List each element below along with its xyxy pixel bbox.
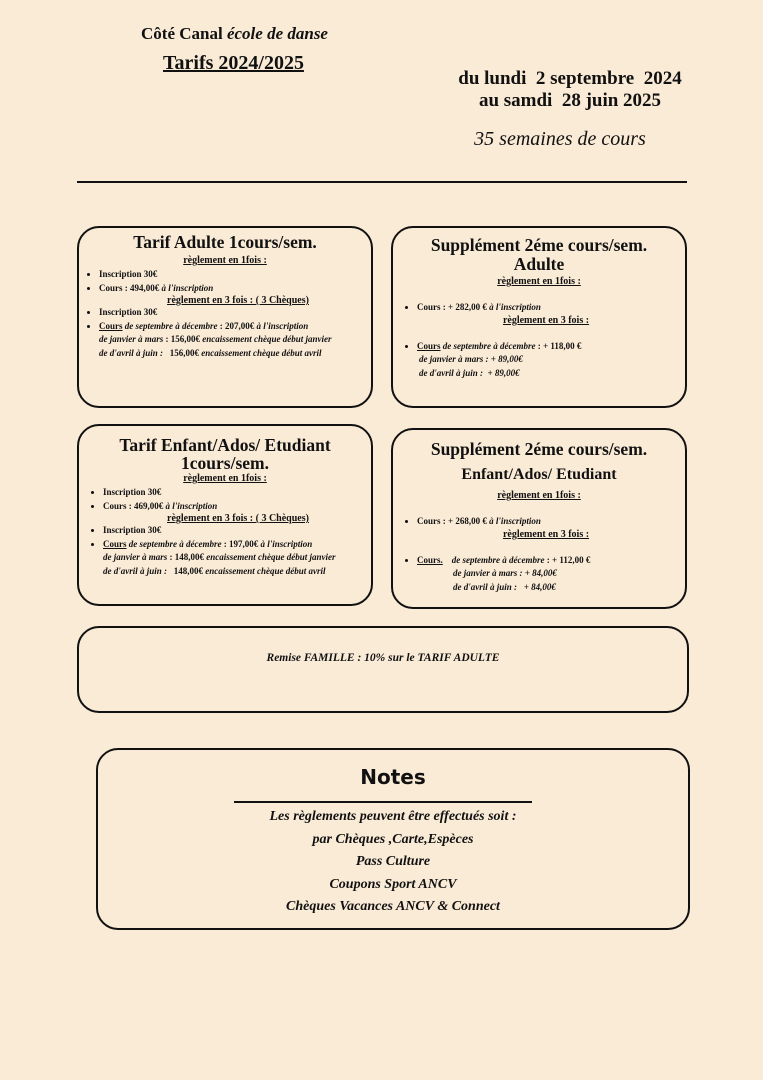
cours-price: Cours : 494,00€ [99,282,162,293]
reglement-3fois-heading: règlement en 3 fois : ( 3 Chèques) [167,513,309,524]
notes-line: Pass Culture [355,854,431,869]
cours-note: à l'inscription [161,282,214,293]
note: à l'inscription [254,320,309,331]
list-item [417,301,685,315]
remise-famille-box [77,626,689,713]
supplement-adulte-list-2 [393,340,685,354]
school-name-text: Côté Canal [141,24,223,43]
installment-line [79,551,371,565]
amount: : + 84,00€ [517,568,557,578]
reglement-3fois-heading: règlement en 3 fois : [502,314,590,326]
list-item: • Inscription 30€ [99,306,371,320]
notes-title: Notes [360,765,426,789]
amount: : 197,00€ [221,538,259,549]
period: de janvier à mars [103,552,168,562]
list-item [99,320,371,334]
reglement-3fois-heading: règlement en 3 fois : [502,528,590,540]
installment-line [79,333,371,347]
period: de d'avril à juin : [419,367,484,378]
installment-line [79,347,371,361]
amount: : 156,00€ [163,334,200,344]
amount: : + 112,00 € [544,554,591,565]
period: de septembre à décembre [440,340,536,351]
reglement-1fois-heading: règlement en 1fois : [497,276,581,287]
reglement-1fois-heading: règlement en 1fois : [183,473,267,484]
tarif-enfant-list-2 [79,524,371,551]
amount: : + 118,00 € [535,340,582,351]
weeks-count: 35 semaines de cours [474,128,646,150]
notes-line: par Chèques ,Carte,Espèces [312,831,474,847]
period: de janvier à mars [453,568,518,578]
date-start: du lundi 2 septembre 2024 [458,68,682,89]
tarif-enfant-box [77,424,373,606]
list-item [99,282,371,296]
note: encaissement chèque début avril [203,565,326,576]
amount: 156,00€ [163,347,200,358]
cours-price: Cours : + 268,00 € [417,516,490,526]
amount: 148,00€ [167,565,204,576]
installment-line [393,367,685,381]
period: de septembre à décembre [122,320,218,331]
note: encaissement chèque début avril [199,347,322,358]
cours-note: à l'inscription [489,516,541,526]
list-item [417,515,685,529]
tarif-adulte-list-2 [79,306,371,333]
supplement-adulte-subtitle: Adulte [513,254,565,274]
cours-label: Cours [99,320,123,331]
notes-box [96,748,690,930]
supplement-adulte-list-1 [393,301,685,315]
amount: + 84,00€ [517,581,556,592]
supplement-enfant-title: Supplément 2éme cours/sem. [430,439,648,459]
reglement-1fois-heading: règlement en 1fois : [497,490,581,501]
list-item: • Inscription 30€ [103,524,371,538]
notes-line: Les règlements peuvent être effectués soit : [269,809,517,824]
date-end: au samdi 28 juin 2025 [478,90,662,111]
tarif-enfant-subtitle: 1cours/sem. [181,453,269,473]
remise-famille-text: Remise FAMILLE : 10% sur le TARIF ADULTE [266,652,500,664]
season-dates [420,68,720,112]
supplement-adulte-box [391,226,687,408]
reglement-3fois-heading: règlement en 3 fois : ( 3 Chèques) [167,295,309,306]
list-item: • Inscription 30€ [99,268,371,282]
amount: : + 89,00€ [483,354,523,364]
cours-note: à l'inscription [489,302,541,312]
cours-label: Cours [417,340,441,351]
supplement-enfant-box [391,428,687,609]
list-item [103,500,371,514]
note: encaissement chèque début janvier [204,552,336,562]
installment-line [393,567,685,581]
school-type-text: école de danse [226,24,328,43]
cours-price: Cours : + 282,00 € [417,302,490,312]
reglement-1fois-heading: règlement en 1fois : [183,255,267,266]
tarif-adulte-box [77,226,373,408]
notes-list [98,806,688,919]
notes-line: Chèques Vacances ANCV & Connect [286,899,500,914]
period: de d'avril à juin : [103,565,168,576]
tarif-adulte-list-1 [79,268,371,295]
tarif-enfant-list-1 [79,486,371,513]
cours-note: à l'inscription [165,500,218,511]
notes-line: Coupons Sport ANCV [329,876,457,892]
period: de d'avril à juin : [99,347,164,358]
installment-line [393,581,685,595]
supplement-enfant-list-1 [393,515,685,529]
supplement-enfant-subtitle: Enfant/Ados/ Etudiant [461,466,617,483]
amount: + 89,00€ [483,367,520,378]
cours-price: Cours : 469,00€ [103,500,166,511]
supplement-adulte-title: Supplément 2éme cours/sem. [430,235,648,255]
amount: : 207,00€ [217,320,255,331]
note: à l'inscription [258,538,313,549]
installment-line [79,565,371,579]
period: de septembre à décembre [442,554,545,565]
period: de d'avril à juin : [453,581,518,592]
list-item [103,538,371,552]
list-item: • Inscription 30€ [103,486,371,500]
note: encaissement chèque début janvier [200,334,332,344]
period: de janvier à mars [419,354,484,364]
list-item [417,554,685,568]
tarif-adulte-title: Tarif Adulte 1cours/sem. [133,232,317,252]
supplement-enfant-list-2 [393,554,685,568]
period: de janvier à mars [99,334,164,344]
notes-divider [234,801,532,803]
cours-label: Cours [103,538,127,549]
school-name [141,24,328,44]
amount: : 148,00€ [167,552,204,562]
header-divider [77,181,687,183]
cours-label: Cours. [417,554,443,565]
period: de septembre à décembre [126,538,222,549]
list-item [417,340,685,354]
installment-line [393,353,685,367]
page-title: Tarifs 2024/2025 [163,52,304,74]
tarif-enfant-title: Tarif Enfant/Ados/ Etudiant [119,435,331,455]
